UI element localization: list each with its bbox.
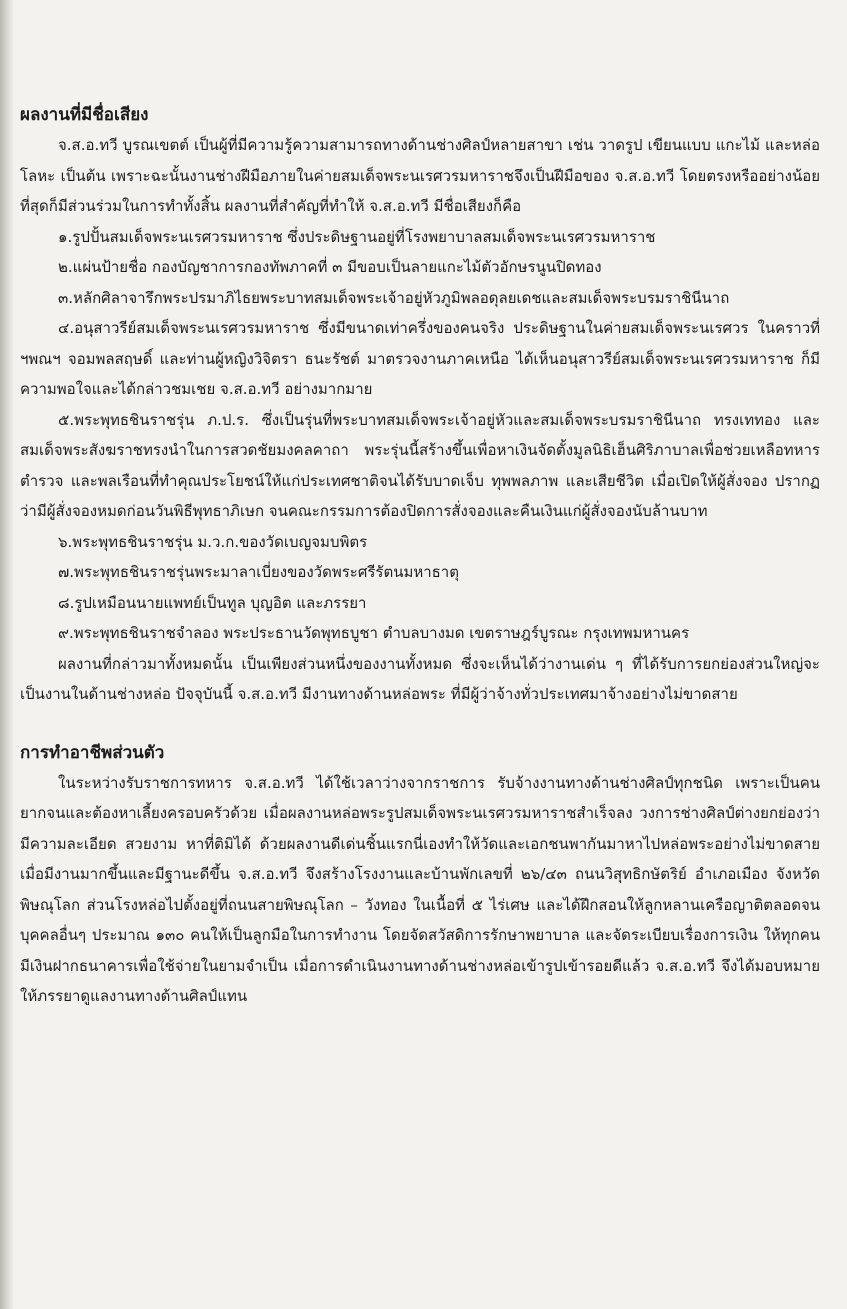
intro-paragraph: จ.ส.อ.ทวี บูรณเขตต์ เป็นผู้ที่มีความรู้ความสามารถทางด้านช่างศิลป์หลายสาขา เช่น วาดรูป เขียนแบบ แกะไม้ และหล่อโลหะ เป็นต้น เพราะฉะนั้นงานช่างฝีมือภายในค่ายสมเด็จพระนเรศวรมหาราชจึงเป็นฝีมือของ จ.ส.อ.ทวี โดยตรงหรืออย่างน้อยที่สุดก็มีส่วนร่วมในการทำทั้งสิ้น ผลงานที่สำคัญที่ทำให้ จ.ส.อ.ทวี มีชื่อเสียงก็คือ <box>20 136 820 215</box>
list-item: ๗.พระพุทธชินราชรุ่นพระมาลาเบี่ยงของวัดพระศรีรัตนมหาธาตุ <box>58 563 459 581</box>
conclusion-paragraph: ผลงานที่กล่าวมาทั้งหมดนั้น เป็นเพียงส่วนหนึ่งของงานทั้งหมด ซึ่งจะเห็นได้ว่างานเด่น ๆ ที่ได้รับการยกย่องส่วนใหญ่จะเป็นงานในด้านช่างหล่อ ปัจจุบันนี้ จ.ส.อ.ทวี มีงานทางด้านหล่อพระ ที่มีผู้ว่าจ้างทั่วประเทศมาจ้างอย่างไม่ขาดสาย <box>20 654 820 703</box>
list-item: ๙.พระพุทธชินราชจำลอง พระประธานวัดพุทธบูชา ตำบลบางมด เขตราษฎร์บูรณะ กรุงเทพมหานคร <box>58 624 690 642</box>
list-item: ๘.รูปเหมือนนายแพทย์เป็นทูล บุญอิต และภรรยา <box>58 593 367 612</box>
list-item: ๕.พระพุทธชินราชรุ่น ภ.ป.ร. ซึ่งเป็นรุ่นที่พระบาทสมเด็จพระเจ้าอยู่หัวและสมเด็จพระบรมราชินีนาถ ทรงเททอง และสมเด็จพระสังฆราชทรงนำในการสวดชัยมงคลคาถา พระรุ่นนี้สร้างขึ้นเพื่อหาเงินจัดตั้งมูลนิธิเฮ็นศิริภาบาลเพื่อช่วยเหลือทหาร ตำรวจ และพลเรือนที่ทำคุณประโยชน์ให้แก่ประเทศชาติจนได้รับบาดเจ็บ ทุพพลภาพ และเสียชีวิต เมื่อเปิดให้ผู้สั่งจอง ปรากฏว่ามีผู้สั่งจองหมดก่อนวันพิธีพุทธาภิเษก จนคณะกรรมการต้องปิดการสั่งจองและคืนเงินแก่ผู้สั่งจองนับล้านบาท <box>20 410 820 520</box>
section-heading-private-career: การทำอาชีพส่วนตัว <box>20 742 165 763</box>
section-heading-famous-works: ผลงานที่มีชื่อเสียง <box>20 105 149 125</box>
list-item: ๒.แผ่นป้ายชื่อ กองบัญชาการกองทัพภาคที่ ๓ มีขอบเป็นลายแกะไม้ตัวอักษรนูนปิดทอง <box>58 258 602 276</box>
list-item: ๔.อนุสาวรีย์สมเด็จพระนเรศวรมหาราช ซึ่งมีขนาดเท่าครึ่งของคนจริง ประดิษฐานในค่ายสมเด็จพระนเรศวร ในคราวที่ ฯพณฯ จอมพลสฤษดิ์ และท่านผู้หญิงวิจิตรา ธนะรัชต์ มาตรวจงานภาคเหนือ ได้เห็นอนุสาวรีย์สมเด็จพระนเรศวรมหาราช ก็มีความพอใจและได้กล่าวชมเชย จ.ส.อ.ทวี อย่างมากมาย <box>20 319 820 398</box>
page-content <box>20 100 820 1012</box>
binding-shadow <box>0 0 14 1309</box>
list-item: ๖.พระพุทธชินราชรุ่น ม.ว.ก.ของวัดเบญจมบพิตร <box>58 532 368 551</box>
career-paragraph: ในระหว่างรับราชการทหาร จ.ส.อ.ทวี ได้ใช้เวลาว่างจากราชการ รับจ้างงานทางด้านช่างศิลป์ทุกชนิด เพราะเป็นคนยากจนและต้องหาเลี้ยงครอบครัวด้วย เมื่อผลงานหล่อพระรูปสมเด็จพระนเรศวรมหาราชสำเร็จลง วงการช่างศิลป์ต่างยกย่องว่ามีความละเอียด สวยงาม หาที่ติมิได้ ด้วยผลงานดีเด่นชิ้นแรกนี่เองทำให้วัดและเอกชนพากันมาหาไปหล่อพระอย่างไม่ขาดสาย เมื่อมีงานมากขึ้นและมีฐานะดีขึ้น จ.ส.อ.ทวี จึงสร้างโรงงานและบ้านพักเลขที่ ๒๖/๔๓ ถนนวิสุทธิกษัตริย์ อำเภอเมือง จังหวัดพิษณุโลก ส่วนโรงหล่อไปตั้งอยู่ที่ถนนสายพิษณุโลก – วังทอง ในเนื้อที่ ๕ ไร่เศษ และได้ฝึกสอนให้ลูกหลานเครือญาติตลอดจนบุคคลอื่นๆ ประมาณ ๑๓๐ คนให้เป็นลูกมือในการทำงาน โดยจัดสวัสดิการรักษาพยาบาล และจัดระเบียบเรื่องการเงิน ให้ทุกคนมีเงินฝากธนาคารเพื่อใช้จ่ายในยามจำเป็น เมื่อการดำเนินงานทางด้านช่างหล่อเข้ารูปเข้ารอยดีแล้ว จ.ส.อ.ทวี จึงได้มอบหมายให้ภรรยาดูแลงานทางด้านศิลป์แทน <box>20 773 820 1005</box>
list-item: ๑.รูปปั้นสมเด็จพระนเรศวรมหาราช ซึ่งประดิษฐานอยู่ที่โรงพยาบาลสมเด็จพระนเรศวรมหาราช <box>58 227 656 246</box>
list-item: ๓.หลักศิลาจารึกพระปรมาภิไธยพระบาทสมเด็จพระเจ้าอยู่หัวภูมิพลอดุลยเดชและสมเด็จพระบรมราชินีนาถ <box>58 288 730 307</box>
section-gap <box>20 710 820 738</box>
